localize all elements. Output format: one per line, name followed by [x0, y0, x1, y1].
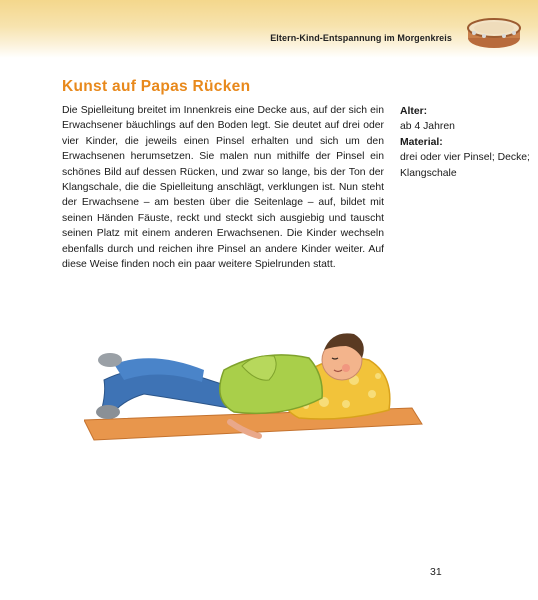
header-band	[0, 0, 538, 58]
material-label: Material:	[400, 136, 443, 148]
age-value: ab 4 Jahren	[400, 121, 455, 133]
body-paragraph: Die Spielleitung breitet im Innenkreis eine Decke aus, auf der sich ein Erwachsener bäuchlings auf den Boden legt. Sie deutet auf drei oder vier Kinder, die jeweils einen Pinsel erhalten und sich um den Erwachsenen herumsetzen. Sie malen nun mithilfe der Pinsel ein schönes Bild auf dessen Rücken, und zwar so lange, bis der Ton der Klangschale, die die Spielleitung anschlägt, verklungen ist. Nun steht der Erwachsene – am besten über die Seitenlage – auf, bildet mit seinen Händen Fäuste, reckt und steckt sich ausgiebig und tauscht seinen Platz mit einem anderen Erwachsenen. Die Kinder wechseln ebenfalls durch und reichen ihre Pinsel an andere Kinder weiter. Auf diese Weise finden noch ein paar weitere Spielrunden statt.	[62, 105, 384, 271]
age-label: Alter:	[400, 106, 428, 117]
man-lying-on-mat-illustration	[84, 320, 424, 470]
drum-icon	[466, 16, 522, 50]
page-number: 31	[430, 566, 442, 578]
page-title: Kunst auf Papas Rücken	[62, 78, 251, 95]
material-value: drei oder vier Pinsel; Decke; Klangschale	[400, 152, 530, 179]
running-head: Eltern-Kind-Entspannung im Morgenkreis	[270, 33, 452, 43]
info-box	[400, 104, 530, 181]
